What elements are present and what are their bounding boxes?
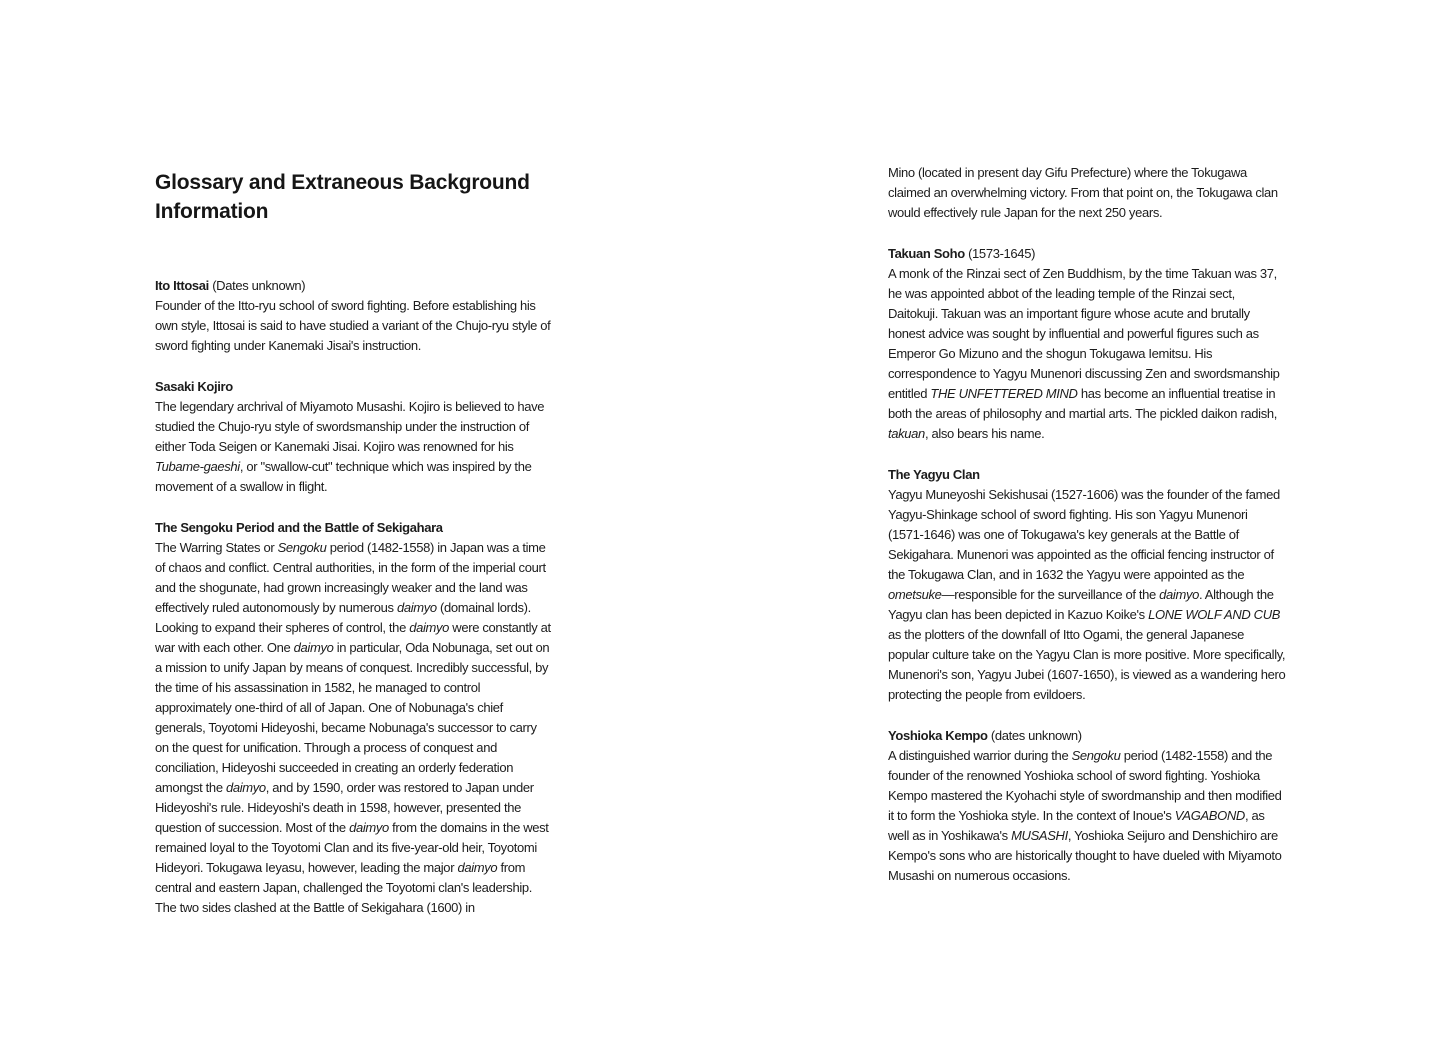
left-page <box>155 168 553 939</box>
entry-heading: The Yagyu Clan <box>888 467 980 482</box>
right-page <box>888 163 1286 907</box>
entry-heading: Ito Ittosai (Dates unknown) <box>155 278 306 293</box>
entry-heading: Takuan Soho (1573-1645) <box>888 246 1036 261</box>
glossary-entry-yagyu-clan <box>888 465 1286 705</box>
continuation-paragraph: Mino (located in present day Gifu Prefecture) where the Tokugawa claimed an overwhelming victory. From that point on, the Tokugawa clan would effectively rule Japan for the next 250 years. <box>888 165 1278 220</box>
entry-body: A monk of the Rinzai sect of Zen Buddhism, by the time Takuan was 37, he was appointed abbot of the leading temple of the Rinzai sect, Daitokuji. Takuan was an important figure whose acute and brutally honest advice was sought by influential and powerful figures such as Emperor Go Mizuno and the shogun Tokugawa Iemitsu. His correspondence to Yagyu Munenori discussing Zen and swordsmanship entitled THE UNFETTERED MIND has become an influential treatise in both the areas of philosophy and martial arts. The pickled daikon radish, takuan, also bears his name. <box>888 266 1280 441</box>
entry-body: Yagyu Muneyoshi Sekishusai (1527-1606) was the founder of the famed Yagyu-Shinkage school of sword fighting. His son Yagyu Munenori (1571-1646) was one of Tokugawa's key generals at the Battle of Sekigahara. Munenori was appointed as the official fencing instructor of the Tokugawa Clan, and in 1632 the Yagyu were appointed as the ometsuke—responsible for the surveillance of the daimyo. Although the Yagyu clan has been depicted in Kazuo Koike's LONE WOLF AND CUB as the plotters of the downfall of Itto Ogami, the general Japanese popular culture take on the Yagyu Clan is more positive. More specifically, Munenori's son, Yagyu Jubei (1607-1650), is viewed as a wandering hero protecting the people from evildoers. <box>888 487 1286 702</box>
entry-body: Founder of the Itto-ryu school of sword fighting. Before establishing his own style, Ittosai is said to have studied a variant of the Chujo-ryu style of sword fighting under Kanemaki Jisai's instruction. <box>155 298 551 353</box>
glossary-entry-ito-ittosai <box>155 276 553 356</box>
glossary-entry-sengoku-period <box>155 518 553 918</box>
entry-body: The Warring States or Sengoku period (1482-1558) in Japan was a time of chaos and conflict. Central authorities, in the form of the imperial court and the shogunate, had grown increasingly weaker and the land was effectively ruled autonomously by numerous daimyo (domainal lords). Looking to expand their spheres of control, the daimyo were constantly at war with each other. One daimyo in particular, Oda Nobunaga, set out on a mission to unify Japan by means of conquest. Incredibly successful, by the time of his assassination in 1582, he managed to control approximately one-third of all of Japan. One of Nobunaga's chief generals, Toyotomi Hideyoshi, became Nobunaga's successor to carry on the quest for unification. Through a process of conquest and conciliation, Hideyoshi succeeded in creating an orderly federation amongst the daimyo, and by 1590, order was restored to Japan under Hideyoshi's rule. Hideyoshi's death in 1598, however, presented the question of succession. Most of the daimyo from the domains in the west remained loyal to the Toyotomi Clan and its five-year-old heir, Toyotomi Hideyori. Tokugawa Ieyasu, however, leading the major daimyo from central and eastern Japan, challenged the Toyotomi clan's leadership. The two sides clashed at the Battle of Sekigahara (1600) in <box>155 540 551 915</box>
glossary-entry-yoshioka-kempo <box>888 726 1286 886</box>
glossary-entry-takuan-soho <box>888 244 1286 444</box>
entry-heading: Yoshioka Kempo (dates unknown) <box>888 728 1082 743</box>
entry-body: The legendary archrival of Miyamoto Musashi. Kojiro is believed to have studied the Chujo-ryu style of swordsmanship under the instruction of either Toda Seigen or Kanemaki Jisai. Kojiro was renowned for his Tubame-gaeshi, or "swallow-cut" technique which was inspired by the movement of a swallow in flight. <box>155 399 545 494</box>
page-title: Glossary and Extraneous Background Information <box>155 171 530 223</box>
glossary-entry-sasaki-kojiro <box>155 377 553 497</box>
entry-heading: The Sengoku Period and the Battle of Sekigahara <box>155 520 443 535</box>
entry-body: A distinguished warrior during the Sengoku period (1482-1558) and the founder of the renowned Yoshioka school of sword fighting. Yoshioka Kempo mastered the Kyohachi style of swordmanship and then modified it to form the Yoshioka style. In the context of Inoue's VAGABOND, as well as in Yoshikawa's MUSASHI, Yoshioka Seijuro and Denshichiro are Kempo's sons who are historically thought to have dueled with Miyamoto Musashi on numerous occasions. <box>888 748 1282 883</box>
entry-heading: Sasaki Kojiro <box>155 379 233 394</box>
